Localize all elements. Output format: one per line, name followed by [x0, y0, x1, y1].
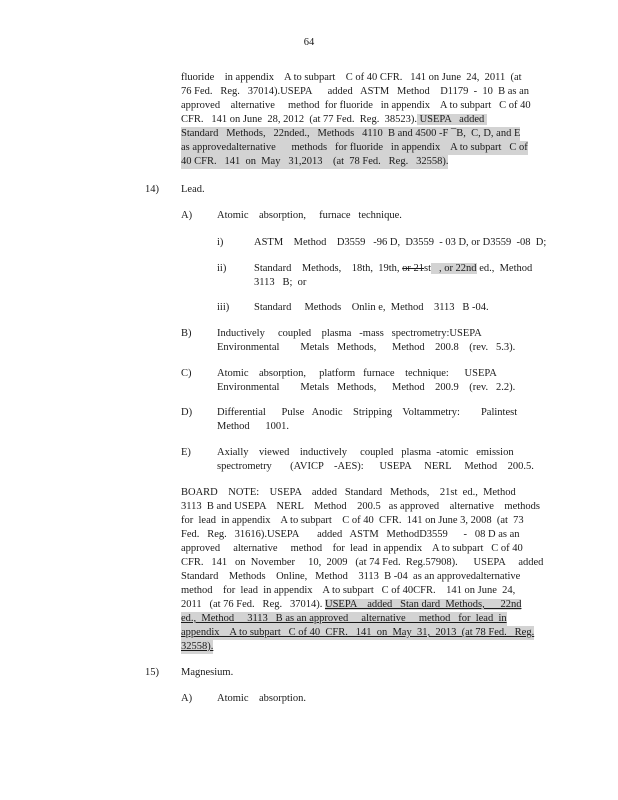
page-number: 64 [303, 37, 315, 48]
highlighted-line: 40 CFR. 141 on May 31,2013 (at 78 Fed. Reg. 32558). [181, 156, 449, 167]
item-title-lead: Lead. [181, 184, 205, 195]
sub-label: A) [181, 210, 193, 221]
sub-label: D) [181, 407, 193, 418]
sub-sub-text: 3113 B; or [254, 277, 307, 288]
highlighted-line: ed., Method 3113 B as an approved alternative method for lead in [181, 613, 507, 624]
sub-sub-label: ii) [217, 263, 227, 274]
item-title-magnesium: Magnesium. [181, 667, 234, 678]
highlighted-line: as approvedalternative methods for fluoride in appendix A to subpart C of [181, 142, 528, 153]
sub-text: Method 1001. [217, 421, 290, 432]
highlighted-text: USEPA added Stan dard Methods, 22nd [324, 599, 522, 610]
intro-line: fluoride in appendix A to subpart C of 40 CFR. 141 on June 24, 2011 (at [181, 72, 522, 83]
sub-sub-text: Standard Methods, 18th, 19th, or 21st , or 22nd ed., Method [254, 263, 533, 274]
sub-text: Environmental Metals Methods, Method 200.9 (rev. 2.2). [217, 382, 516, 393]
note-line: Fed. Reg. 31616).USEPA added ASTM MethodD3559 - 08 D as an [181, 529, 520, 540]
note-line: for lead in appendix A to subpart C of 40 CFR. 141 on June 3, 2008 (at 73 [181, 515, 524, 526]
item-number: 15) [145, 667, 159, 678]
note-line: 2011 (at 76 Fed. Reg. 37014). USEPA added Stan dard Methods, 22nd [181, 599, 522, 610]
intro-line: CFR. 141 on June 28, 2012 (at 77 Fed. Reg. 38523). USEPA added [181, 114, 487, 125]
sub-text: spectrometry (AVICP -AES): USEPA NERL Method 200.5. [217, 461, 534, 472]
note-line: method for lead in appendix A to subpart C of 40CFR. 141 on June 24, [181, 585, 516, 596]
struck-text: or 21 [402, 263, 425, 274]
sub-label: A) [181, 693, 193, 704]
sub-text: Inductively coupled plasma -mass spectrometry:USEPA [217, 328, 482, 339]
note-line: approved alternative method for lead in appendix A to subpart C of 40 [181, 543, 523, 554]
sub-sub-text: Standard Methods Onlin e, Method 3113 B -04. [254, 302, 489, 313]
intro-line: approved alternative method for fluoride in appendix A to subpart C of 40 [181, 100, 531, 111]
sub-label: E) [181, 447, 191, 458]
intro-line: 76 Fed. Reg. 37014).USEPA added ASTM Method D1179 - 10 B as an [181, 86, 530, 97]
sub-sub-label: i) [217, 237, 224, 248]
note-line: BOARD NOTE: USEPA added Standard Methods, 21st ed., Method [181, 487, 516, 498]
highlighted-text: USEPA added [416, 114, 487, 125]
sub-text: Differential Pulse Anodic Stripping Voltammetry: Palintest [217, 407, 518, 418]
sub-label: C) [181, 368, 192, 379]
highlighted-text: , or 22nd [431, 263, 477, 274]
highlighted-line: appendix A to subpart C of 40 CFR. 141 on May 31, 2013 (at 78 Fed. Reg. [181, 627, 535, 638]
sub-sub-label: iii) [217, 302, 230, 313]
sub-text: Atomic absorption. [217, 693, 306, 704]
sub-sub-text: ASTM Method D3559 -96 D, D3559 - 03 D, or D3559 -08 D; [254, 237, 547, 248]
sub-label: B) [181, 328, 192, 339]
highlighted-line: 32558). [181, 641, 214, 652]
note-line: CFR. 141 on November 10, 2009 (at 74 Fed. Reg.57908). USEPA added [181, 557, 544, 568]
note-line: Standard Methods Online, Method 3113 B -04 as an approvedalternative [181, 571, 521, 582]
highlighted-line: Standard Methods, 22nded., Methods 4110 B and 4500 -F ¯B, C, D, and E [181, 128, 521, 139]
note-line: 3113 B and USEPA NERL Method 200.5 as approved alternative methods [181, 501, 541, 512]
sub-text: Atomic absorption, platform furnace technique: USEPA [217, 368, 497, 379]
sub-text: Environmental Metals Methods, Method 200.8 (rev. 5.3). [217, 342, 516, 353]
item-number: 14) [145, 184, 159, 195]
sub-text: Axially viewed inductively coupled plasma -atomic emission [217, 447, 514, 458]
sub-text: Atomic absorption, furnace technique. [217, 210, 402, 221]
